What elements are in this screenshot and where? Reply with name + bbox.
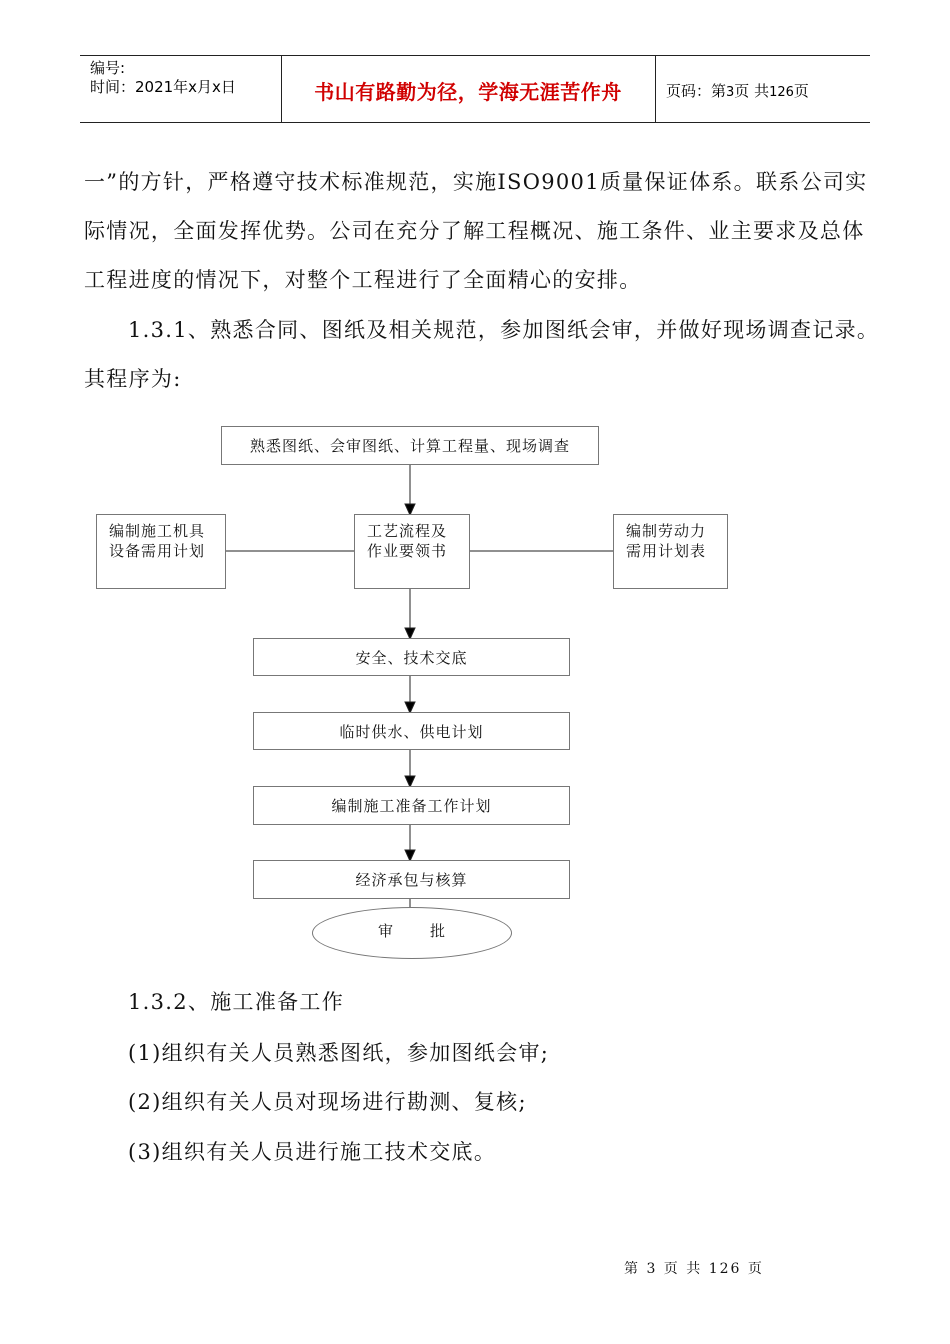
- flow-step-utilities-plan: 临时供水、供电计划: [253, 712, 570, 750]
- equipment-plan-line2: 设备需用计划: [109, 542, 206, 560]
- flow-end-approval: [312, 907, 512, 959]
- approval-left-char: 审: [378, 922, 394, 940]
- flow-step-cost-accounting: 经济承包与核算: [253, 860, 570, 899]
- para1-line2: 际情况，全面发挥优势。公司在充分了解工程概况、施工条件、业主要求及总体: [84, 219, 865, 243]
- document-number-label: 编号:: [90, 59, 126, 77]
- para1-line3: 工程进度的情况下，对整个工程进行了全面精心的安排。: [84, 268, 642, 292]
- header-motto: 书山有路勤为径，学海无涯苦作舟: [314, 80, 622, 104]
- page-prefix: 页码：第: [666, 82, 727, 100]
- labor-plan-line2: 需用计划表: [626, 542, 707, 560]
- prep-item-2: (2)组织有关人员对现场进行勘测、复核;: [128, 1090, 527, 1114]
- prep-item-3: (3)组织有关人员进行施工技术交底。: [128, 1140, 497, 1164]
- header-meta: [90, 59, 236, 97]
- para2-line1: 1.3.1、熟悉合同、图纸及相关规范，参加图纸会审，并做好现场调查记录。: [128, 318, 880, 342]
- flow-step-survey: 熟悉图纸、会审图纸、计算工程量、现场调查: [221, 426, 599, 465]
- header-bottom-rule: [80, 122, 870, 123]
- process-guide-line1: 工艺流程及: [367, 522, 448, 540]
- process-guide-line2: 作业要领书: [367, 542, 448, 560]
- para2-line2: 其程序为:: [84, 367, 182, 391]
- header-divider-right: [655, 55, 656, 123]
- page-total: 126: [769, 85, 794, 100]
- flow-step-safety-briefing: 安全、技术交底: [253, 638, 570, 676]
- document-time-label: 时间：2021年x月x日: [90, 78, 236, 96]
- prep-item-1: (1)组织有关人员熟悉图纸，参加图纸会审;: [128, 1041, 550, 1065]
- flow-step-prep-plan: 编制施工准备工作计划: [253, 786, 570, 825]
- header-page-info: [666, 80, 809, 101]
- header-top-rule: [80, 55, 870, 56]
- labor-plan-line1: 编制劳动力: [626, 522, 707, 540]
- page-suffix: 页: [793, 82, 809, 100]
- flow-box-process-guide: [354, 514, 470, 589]
- para1-line1: 一”的方针，严格遵守技术标准规范，实施ISO9001质量保证体系。联系公司实: [84, 170, 868, 194]
- section-title-prep-work: 1.3.2、施工准备工作: [128, 990, 345, 1014]
- page-footer: 第 3 页 共 126 页: [624, 1261, 764, 1277]
- approval-right-char: 批: [430, 922, 446, 940]
- flow-box-equipment-plan: [96, 514, 226, 589]
- page-number: 3: [726, 85, 735, 100]
- flow-box-labor-plan: [613, 514, 728, 589]
- equipment-plan-line1: 编制施工机具: [109, 522, 206, 540]
- page-mid: 页 共: [734, 82, 770, 100]
